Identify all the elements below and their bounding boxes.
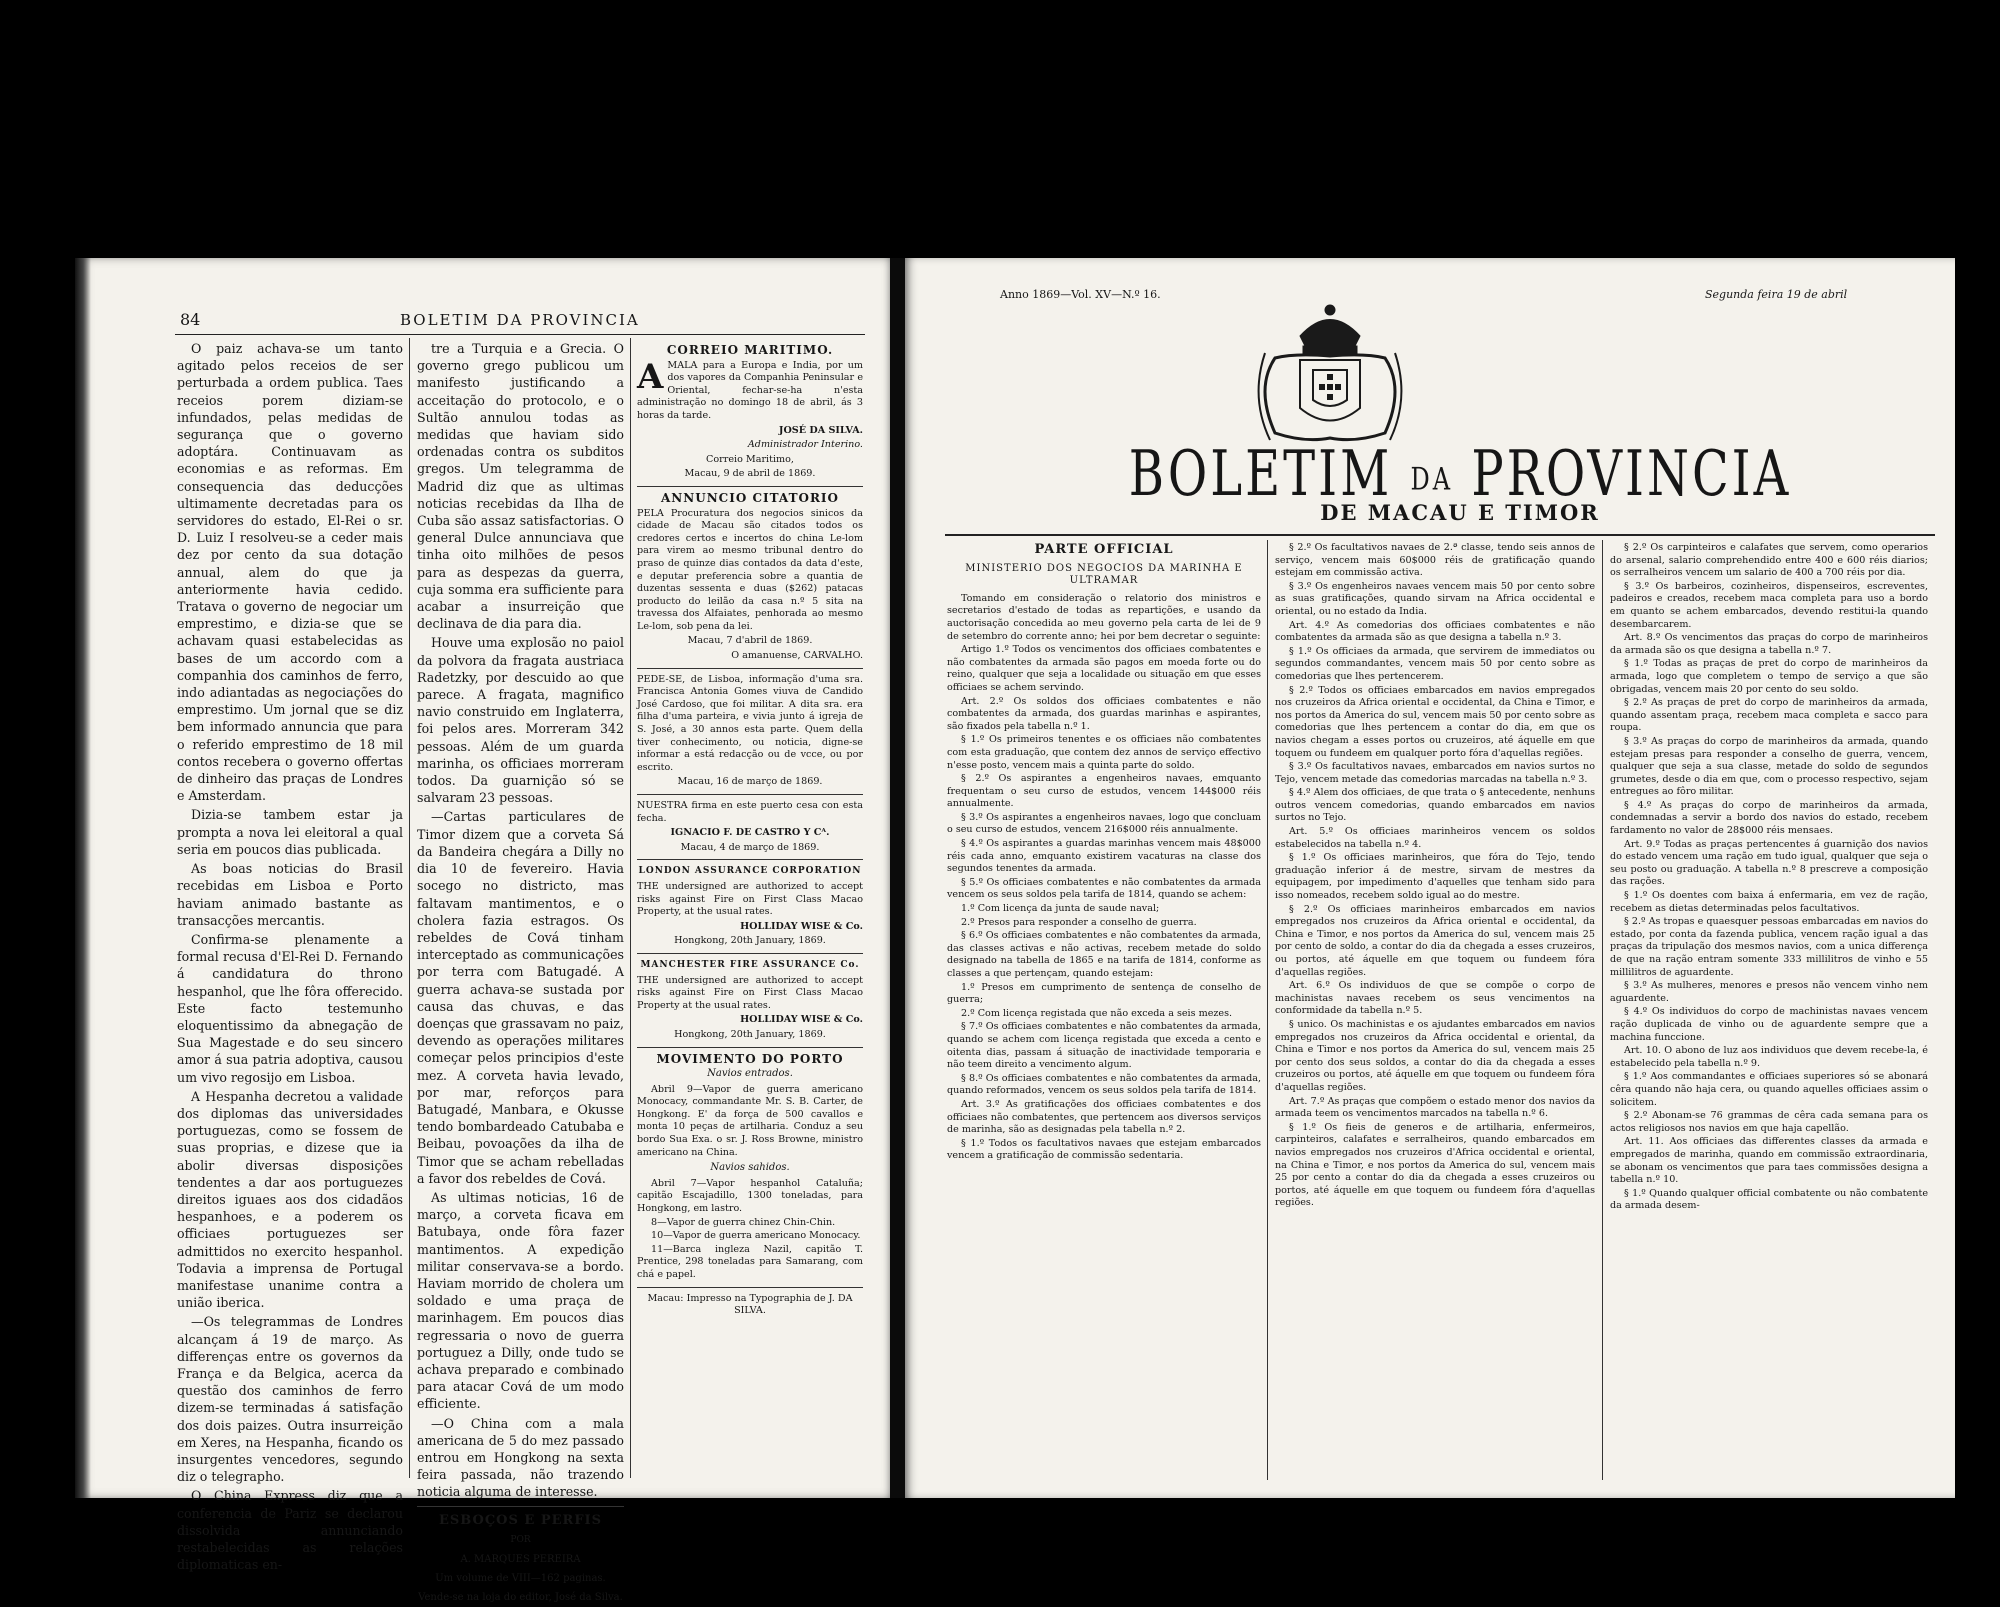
paragraph: Art. 6.º Os individuos de que se compõe o corpo de machinistas navaes recebem os seus vencimentos na conformidade da tabella n.º 5. (1275, 980, 1595, 1017)
paragraph: § 4.º Os individuos do corpo de machinistas navaes vencem ração duplicada de vinho ou de aguardente sempre que a machina funccione. (1610, 1006, 1928, 1043)
paragraph: § 5.º Os officiaes combatentes e não combatentes da armada vencem os seus soldos pela tarifa de 1814, quando se achem: (947, 876, 1261, 901)
dropcap: A (637, 356, 664, 397)
paragraph: § 3.º As praças do corpo de marinheiros da armada, quando estejam presas para responder a conselho de guerra, vencem, qualquer que seja a sua classe, metade do soldo de segundos grumetes, desde o dia em que, com o processo respectivo, sejam entregues ao fôro militar. (1610, 735, 1928, 798)
paragraph: Confirma-se plenamente a formal recusa d'El-Rei D. Fernando á candidatura do throno hespanhol, que lhe fôra offerecido. Este facto testemunho eloquentissimo da abnegação de Sua Magestade e do seu sincero amor á sua patria adoptiva, causou um vivo regosijo em Lisboa. (177, 931, 403, 1085)
paragraph: § 1.º Os doentes com baixa á enfermaria, em vez de ração, recebem as dietas determinadas pelos facultativos. (1610, 890, 1928, 914)
masthead-boletim: BOLETIM (1128, 438, 1393, 511)
nuestra-signature: IGNACIO F. DE CASTRO Y Cᴬ. (670, 827, 830, 839)
column-rule (1267, 540, 1268, 1480)
issue-date: Segunda feira 19 de abril (1705, 288, 1848, 301)
masthead-rule (945, 534, 1935, 536)
ministry-heading: MINISTERIO DOS NEGOCIOS DA MARINHA E ULTRAMAR (965, 562, 1243, 587)
paragraph: —O China com a mala americana de 5 do mez passado entrou em Hongkong na sexta feira passada, não trazendo noticia alguma de interesse. (417, 1415, 624, 1500)
column-rule (630, 338, 631, 1478)
paragraph: § 1.º Todos os facultativos navaes que estejam embarcados vencem a gratificação de commissão sedentaria. (947, 1137, 1261, 1162)
left-page (75, 258, 890, 1604)
paragraph: § 3.º Os facultativos navaes, embarcados em navios surtos no Tejo, vencem metade das comedorias marcadas na tabella n.º 3. (1275, 761, 1595, 785)
nuestra-body: NUESTRA firma en este puerto cesa con esta fecha. (637, 800, 863, 824)
paragraph: O paiz achava-se um tanto agitado pelos receios de ser perturbada a ordem publica. Taes receios porem diziam-se infundados, pelas medidas de segurança que o governo adoptára. Continuavam as economias e as reformas. Em consequencia das deducções ultimamente decretadas para os servidores do estado, El-Rei o sr. D. Luiz I resolveu-se a ceder mais dez por cento da sua dotação annual, alem do que ja anteriormente havia cedido. Tratava o governo de negociar um emprestimo, e dizia-se que se achavam quasi estabelecidas as bases de um accordo com a companhia dos caminhos de ferro, indo adiantadas as negociações do emprestimo. Um jornal que se diz bem informado annuncia que para o referido emprestimo de 18 mil contos recebera o governo offertas de dinheiro das praças de Londres e Amsterdam. (177, 341, 403, 804)
paragraph: 1.º Com licença da junta de saude naval; (961, 903, 1160, 915)
paragraph: Artigo 1.º Todos os vencimentos dos officiaes combatentes e não combatentes da armada são pagos em moeda forte ou do reino, qualquer que seja a localidade ou situação em que esses officiaes se achem servindo. (947, 644, 1261, 693)
correio-date: Macau, 9 de abril de 1869. (684, 468, 816, 480)
esbocos-por: POR (510, 1534, 531, 1545)
paragraph: tre a Turquia e a Grecia. O governo grego publicou um manifesto justificando a acceitação do protocolo, e o Sultão annulou todas as medidas que haviam sido ordenadas contra os subditos gregos. Um telegramma de Madrid diz que as ultimas noticias recebidas da Ilha de Cuba são assaz satisfactorias. O general Dulce annunciava que tinha oito milhões de pesos para as despezas da guerra, cuja somma era sufficiente para acabar a insurreição que declinava de dia para dia. (417, 341, 624, 632)
paragraph: § 2.º As tropas e quaesquer pessoas embarcadas em navios do estado, por conta da fazenda publica, vencem ração igual a das praças da tripulação dos mesmos navios, com a unica differença de que na ração entram somente 333 millilitros de vinho e 55 millilitros de aguardente. (1610, 916, 1928, 978)
paragraph: § 2.º As praças de pret do corpo de marinheiros da armada, quando assentam praça, recebem maca completa e sacco para roupa. (1610, 697, 1928, 734)
left-column-3-notices (637, 340, 863, 1480)
decree-text (947, 593, 1261, 1163)
movimento-title: MOVIMENTO DO PORTO (656, 1051, 844, 1066)
annuncio-title: ANNUNCIO CITATORIO (661, 490, 839, 505)
paragraph: Art. 4.º As comedorias dos officiaes combatentes e não combatentes da armada são as que designa a tabella n.º 3. (1275, 619, 1595, 644)
paragraph: As boas noticias do Brasil recebidas em Lisboa e Porto haviam animado bastante as transacções mercantis. (177, 861, 403, 928)
manchester-title: MANCHESTER FIRE ASSURANCE Co. (640, 959, 860, 970)
paragraph: § 7.º Os officiaes combatentes e não combatentes da armada, quando se achem com licença registada que exceda a cento e oitenta dias, passam á situação de inactividade temporaria e não teem direito a vencimento algum. (947, 1021, 1261, 1071)
paragraph: Art. 8.º Os vencimentos das praças do corpo de marinheiros da armada são os que designa a tabella n.º 7. (1610, 632, 1928, 656)
paragraph: Houve uma explosão no paiol da polvora da fragata austriaca Radetzky, por descuido ao que parece. A fragata, magnifico navio construido em Inglaterra, foi pelos ares. Morreram 342 pessoas. Além de um guarda marinha, os officiaes morreram todos. Da guarnição só se salvaram 23 pessoas. (417, 635, 624, 806)
page-number: 84 (180, 310, 201, 329)
esbocos-sale: Vende-se na loja do editor, José da Silva. (418, 1592, 623, 1604)
paragraph: § 2.º Os aspirantes a engenheiros navaes, emquanto frequentam o seu curso de estudos, vencem 144$000 réis annualmente. (947, 773, 1261, 810)
parte-official-heading: PARTE OFFICIAL (1034, 542, 1174, 557)
royal-coat-of-arms-icon (1245, 298, 1415, 448)
paragraph: § 4.º As praças do corpo de marinheiros da armada, condemnadas a servir a bordo dos navios do estado, recebem fardamento no valor de 28$000 réis mensaes. (1610, 799, 1928, 837)
manchester-date: Hongkong, 20th January, 1869. (674, 1028, 826, 1040)
paragraph: 8—Vapor de guerra chinez Chin-Chin. (651, 1216, 836, 1228)
left-column-2 (417, 340, 624, 1604)
paragraph: § 2.º Os carpinteiros e calafates que servem, como operarios do arsenal, salario comprehendido entre 400 e 600 réis diarios; os serralheiros vencem um salario de 400 a 700 réis por dia. (1610, 542, 1928, 579)
paragraph: § 3.º Os aspirantes a engenheiros navaes, logo que concluam o seu curso de estudos, vencem 216$000 réis annualmente. (947, 811, 1261, 836)
paragraph: § 2.º Os facultativos navaes de 2.ª classe, tendo seis annos de serviço, vencem mais 60$000 réis de gratificação quando estejam em commissão activa. (1275, 542, 1595, 579)
london-title: LONDON ASSURANCE CORPORATION (638, 866, 862, 877)
masthead-provincia: PROVINCIA (1471, 438, 1792, 511)
paragraph: § 3.º As mulheres, menores e presos não vencem vinho nem aguardente. (1610, 980, 1928, 1004)
right-page (905, 258, 1955, 1498)
paragraph: 1.º Presos em cumprimento de sentença de conselho de guerra; (947, 981, 1261, 1006)
correio-signature-title: Administrador Interino. (747, 439, 863, 451)
esbocos-author: A. MARQUES PEREIRA (460, 1554, 581, 1566)
paragraph: § 1.º Todas as praças de pret do corpo de marinheiros da armada, logo que completem o tempo de serviço a que são obrigadas, vencem mais 20 por cento do seu soldo. (1610, 658, 1928, 695)
annuncio-date: Macau, 7 d'abril de 1869. (687, 635, 813, 647)
left-column-1 (177, 340, 403, 1573)
divider (637, 1287, 863, 1288)
entradas-heading: Navios entrados. (707, 1068, 793, 1080)
correio-signature: JOSÉ DA SILVA. (778, 424, 863, 436)
paragraph: § 2.º Os officiaes marinheiros embarcados em navios empregados nos cruzeiros da Africa oriental e occidental, da China e Timor, e nos portos da America do sul, vencem mais 25 por cento de soldo, a contar do dia da chegada a esses cruzeiros, ou portos, até áquelle em que toquem ou fundeem fóra d'aquellas regiões. (1275, 903, 1595, 978)
column-rule (409, 338, 410, 1478)
binding-shadow (75, 258, 91, 1498)
paragraph: Art. 10. O abono de luz aos individuos que devem recebe-la, é estabelecido pela tabella n.º 9. (1610, 1045, 1928, 1069)
paragraph: Art. 3.º As gratificações dos officiaes combatentes e dos officiaes não combatentes, que pertencem aos diversos serviços de marinha, são as designadas pela tabella n.º 2. (947, 1098, 1261, 1136)
paragraph: § 1.º Os fieis de generos e de artilharia, enfermeiros, carpinteiros, calafates e serralheiros, quando embarcados em navios empregados nos cruzeiros d'Africa occidental e oriental, na China e Timor, e nos portos da America do sul, vencem mais 25 por cento a contar do dia da chegada a esses cruzeiros ou portos, até áquelle em que toquem ou fundeem fóra d'aquellas regiões. (1275, 1121, 1595, 1209)
pede-body: PEDE-SE, de Lisboa, informação d'uma sra. Francisca Antonia Gomes viuva de Candido José Cardoso, que foi militar. A dita sra. era filha d'uma parteira, e vivia junto á igreja de S. José, a 30 annos esta parte. Quem della tiver conhecimento, ou noticia, digne-se informar a está redacção ou de vcce, ou por escrito. (637, 673, 863, 773)
paragraph: § 1.º Os officiaes da armada, que servirem de immediatos ou segundos commandantes, vencem mais 50 por cento sobre as comedorias que lhes pertencerem. (1275, 645, 1595, 682)
masthead-da: DA (1410, 460, 1454, 498)
paragraph: § 6.º Os officiaes combatentes e não combatentes da armada, das classes activas e não activas, recebem metade do soldo designado na tabella de 1865 e na tarifa de 1814, conforme as classes a que pertençam, quando estejam: (947, 930, 1261, 979)
running-head: BOLETIM DA PROVINCIA (400, 311, 640, 329)
divider (637, 859, 863, 860)
head-rule (175, 334, 865, 335)
paragraph: § 2.º Abonam-se 76 grammas de cêra cada semana para os actos religiosos nos navios em que haja capellão. (1610, 1110, 1928, 1134)
masthead-subtitle: DE MACAU E TIMOR (1320, 500, 1600, 525)
paragraph: § 2.º Todos os officiaes embarcados em navios empregados nos cruzeiros da Africa oriental e occidental, da China e Timor, e nos portos da America do sul, vencem mais 50 por cento sobre as comedorias que lhes pertencem a contar do dia, em que os navios chegam a esses portos ou cruzeiros, até áquelle em que toquem ou fundeem em qualquer porto fóra d'aquellas regiões. (1275, 684, 1595, 759)
column-rule (1602, 540, 1603, 1480)
manchester-signature: HOLLIDAY WISE & Co. (740, 1014, 863, 1026)
entradas-list (637, 1084, 863, 1160)
right-column-3 (1610, 542, 1928, 1482)
annuncio-signature: O amanuense, CARVALHO. (731, 650, 863, 662)
paragraph: Art. 7.º As praças que compõem o estado menor dos navios da armada teem os vencimentos marcados na tabella n.º 6. (1275, 1095, 1595, 1120)
right-column-2 (1275, 542, 1595, 1482)
paragraph: A Hespanha decretou a validade dos diplomas das universidades portuguezas, como se fossem de suas proprias, e dizese que ia abolir diversas disposições tendentes a dar aos portuguezes direitos iguaes aos dos cidadãos hespanhoes, e a poderem os officiaes portuguezes ser admittidos no exercito hespanhol. Todavia a imprensa de Portugal manifestase unanime contra a união iberica. (177, 1088, 403, 1311)
divider (637, 1047, 863, 1048)
nuestra-date: Macau, 4 de março de 1869. (680, 841, 820, 853)
news-column-continued (417, 340, 624, 1501)
paragraph: § 1.º Quando qualquer official combatente ou não combatente da armada desem- (1610, 1187, 1928, 1212)
london-date: Hongkong, 20th January, 1869. (674, 935, 826, 947)
paragraph: Dizia-se tambem estar ja prompta a nova lei eleitoral a qual seria em poucos dias publicada. (177, 807, 403, 857)
divider (637, 953, 863, 954)
paragraph: 10—Vapor de guerra americano Monocacy. (651, 1230, 861, 1242)
paragraph: Art. 2.º Os soldos dos officiaes combatentes e não combatentes da armada, dos guardas marinhas e aspirantes, são fixados pela tabella n.º 1. (947, 695, 1261, 732)
esbocos-volume: Um volume de VIII—162 paginas. (435, 1573, 606, 1585)
paragraph: —Os telegrammas de Londres alcançam á 19 de março. As differenças entre os governos da França e da Belgica, acerca da questão dos caminhos de ferro dizem-se terminadas á satisfação dos dois paizes. Outra insurreição em Xeres, na Hespanha, ficando os insurgentes vencedores, segundo diz o telegrapho. (177, 1314, 403, 1485)
imprint: Macau: Impresso na Typographia de J. DA SILVA. (647, 1292, 853, 1317)
paragraph: § 1.º Os primeiros tenentes e os officiaes não combatentes com esta graduação, que contem dez annos de serviço effectivo n'esse posto, vencem mais a quinta parte do soldo. (947, 734, 1261, 771)
paragraph: § 4.º Os aspirantes a guardas marinhas vencem mais 48$000 réis cada anno, emquanto existirem vacaturas na classe dos segundos tenentes da armada. (947, 838, 1261, 875)
paragraph: 2.º Presos para responder a conselho de guerra. (961, 916, 1197, 928)
correio-title: CORREIO MARITIMO. (666, 343, 834, 357)
manchester-body: THE undersigned are authorized to accept risks against Fire on First Class Macao Property at the usual rates. (637, 974, 863, 1011)
issue-info: Anno 1869—Vol. XV—N.º 16. (1000, 288, 1161, 301)
saidas-list (637, 1178, 863, 1282)
pede-date: Macau, 16 de março de 1869. (677, 776, 823, 788)
london-body: THE undersigned are authorized to accept risks against Fire on First Class Macao Property, at the usual rates. (637, 880, 863, 918)
annuncio-body: PELA Procuratura dos negocios sinicos da cidade de Macau são citados todos os credores certos e incertos do china Le-lom para virem ao mesmo tribunal dentro do praso de quinze dias contados da data d'este, e deputar preferencia sobre a quantia de duzentas sessenta e duas ($262) patacas producto do leilão da casa n.º 5 sita na travessa dos Alfaiates, penhorada ao mesmo Le-lom, sob pena da lei. (637, 507, 863, 632)
book-gutter (890, 258, 905, 1498)
paragraph: § 1.º Aos commandantes e officiaes superiores só se abonará cêra quando não haja cera, ou quando aquelles officiaes assim o solicitem. (1610, 1071, 1928, 1108)
paragraph: Art. 5.º Os officiaes marinheiros vencem os soldos estabelecidos na tabella n.º 4. (1275, 826, 1595, 850)
paragraph: § 8.º Os officiaes combatentes e não combatentes da armada, quando reformados, vencem os seus soldos pela tarifa de 1814. (947, 1072, 1261, 1097)
paragraph: § 1.º Os officiaes marinheiros, que fóra do Tejo, tendo graduação inferior á de mestre, sirvam de mestres da equipagem, por impedimento d'aquelles que tenham sido para isso nomeados, recebem soldo igual ao do mestre. (1275, 852, 1595, 902)
paragraph: § 3.º Os engenheiros navaes vencem mais 50 por cento sobre as suas gratificações, quando sirvam na Africa occidental e oriental, ou no estado da India. (1275, 580, 1595, 617)
paragraph: § 3.º Os barbeiros, cozinheiros, dispenseiros, escreventes, padeiros e creados, recebem maca completa para uso a bordo em quanto se achem embarcados, devendo restitui-la quando desembarcarem. (1610, 580, 1928, 630)
divider (417, 1506, 624, 1507)
correio-body: AMALA para a Europa e India, por um dos vapores da Companhia Peninsular e Oriental, fechar-se-ha n'esta administração no domingo 18 de abril, ás 3 horas da tarde. (637, 356, 863, 421)
divider (637, 486, 863, 487)
divider (637, 794, 863, 795)
right-column-1 (947, 542, 1261, 1482)
paragraph: § 4.º Alem dos officiaes, de que trata o § antecedente, nenhuns outros vencem comedorias, quando embarcados em navios surtos no Tejo. (1275, 787, 1595, 824)
saidas-heading: Navios sahidos. (710, 1162, 790, 1174)
london-signature: HOLLIDAY WISE & Co. (740, 920, 863, 932)
paragraph: —Cartas particulares de Timor dizem que a corveta Sá da Bandeira chegára a Dilly no dia 10 de fevereiro. Havia socego no districto, mas faltavam mantimentos, e o cholera fazia estragos. Os rebeldes de Cová tinham interceptado as communicações por terra com Batugadé. A guerra achava-se sustada por causa das chuvas, e das doenças que grassavam no paiz, devendo as operações militares começar pelos principios d'este mez. A corveta havia levado, por mar, reforços para Batugadé, Manbara, e Okusse tendo bombardeado Catubaba e Beibau, povoações da ilha de Timor que se acham rebelladas a favor dos rebeldes de Cová. (417, 809, 624, 1186)
paragraph: As ultimas noticias, 16 de março, a corveta ficava em Batubaya, onde fôra fazer mantimentos. A expedição militar conservava-se a bordo. Haviam morrido de cholera um soldado e uma praça de marinhagem. Em poucos dias regressaria o novo de guerra portuguez a Dilly, onde tudo se achava preparado e combinado para atacar Cová de um modo efficiente. (417, 1189, 624, 1412)
correio-place: Correio Maritimo, (706, 453, 794, 465)
paragraph: § unico. Os machinistas e os ajudantes embarcados em navios empregados nos cruzeiros da Africa occidental e oriental, da China e Timor e nos portos da America do sul, vencem mais 25 por cento dos seus soldos, a contar do dia da chegada a esses cruzeiros ou portos, até áquelle em que toquem ou fundeem fóra d'aquellas regiões. (1275, 1018, 1595, 1093)
esbocos-title: ESBOÇOS E PERFIS (438, 1512, 603, 1528)
divider (637, 668, 863, 669)
paragraph: Art. 11. Aos officiaes das differentes classes da armada e empregados de marinha, quando em commissão extraordinaria, se abonam os vencimentos que para taes commissões designa a tabella n.º 10. (1610, 1136, 1928, 1186)
paragraph: Abril 7—Vapor hespanhol Cataluña; capitão Escajadillo, 1300 toneladas, para Hongkong, em lastro. (637, 1177, 863, 1215)
paragraph: Tomando em consideração o relatorio dos ministros e secretarios d'estado de todas as repartições, e usando da auctorisação concedida ao meu governo pela carta de lei de 9 de setembro do corrente anno; hei por bem decretar o seguinte: (947, 592, 1261, 642)
paragraph: Abril 9—Vapor de guerra americano Monocacy, commandante Mr. S. B. Carter, de Hongkong. E' da força de 500 cavallos e monta 10 peças de artilharia. Conduz a seu bordo Sua Exa. o sr. J. Ross Browne, ministro americano na China. (637, 1083, 863, 1158)
paragraph: 2.º Com licença registada que não exceda a seis mezes. (961, 1007, 1233, 1019)
paragraph: 11—Barca ingleza Nazil, capitão T. Prentice, 298 toneladas para Samarang, com chá e papel. (637, 1243, 863, 1280)
paragraph: O China Express diz que a conferencia de Pariz se declarou dissolvida annunciando restabelecidas as relações diplomaticas en- (177, 1488, 403, 1573)
paragraph: Art. 9.º Todas as praças pertencentes á guarnição dos navios do estado vencem uma ração em tudo igual, qualquer que seja o seu posto ou graduação. A tabella n.º 8 prescreve a composição das rações. (1610, 838, 1928, 888)
